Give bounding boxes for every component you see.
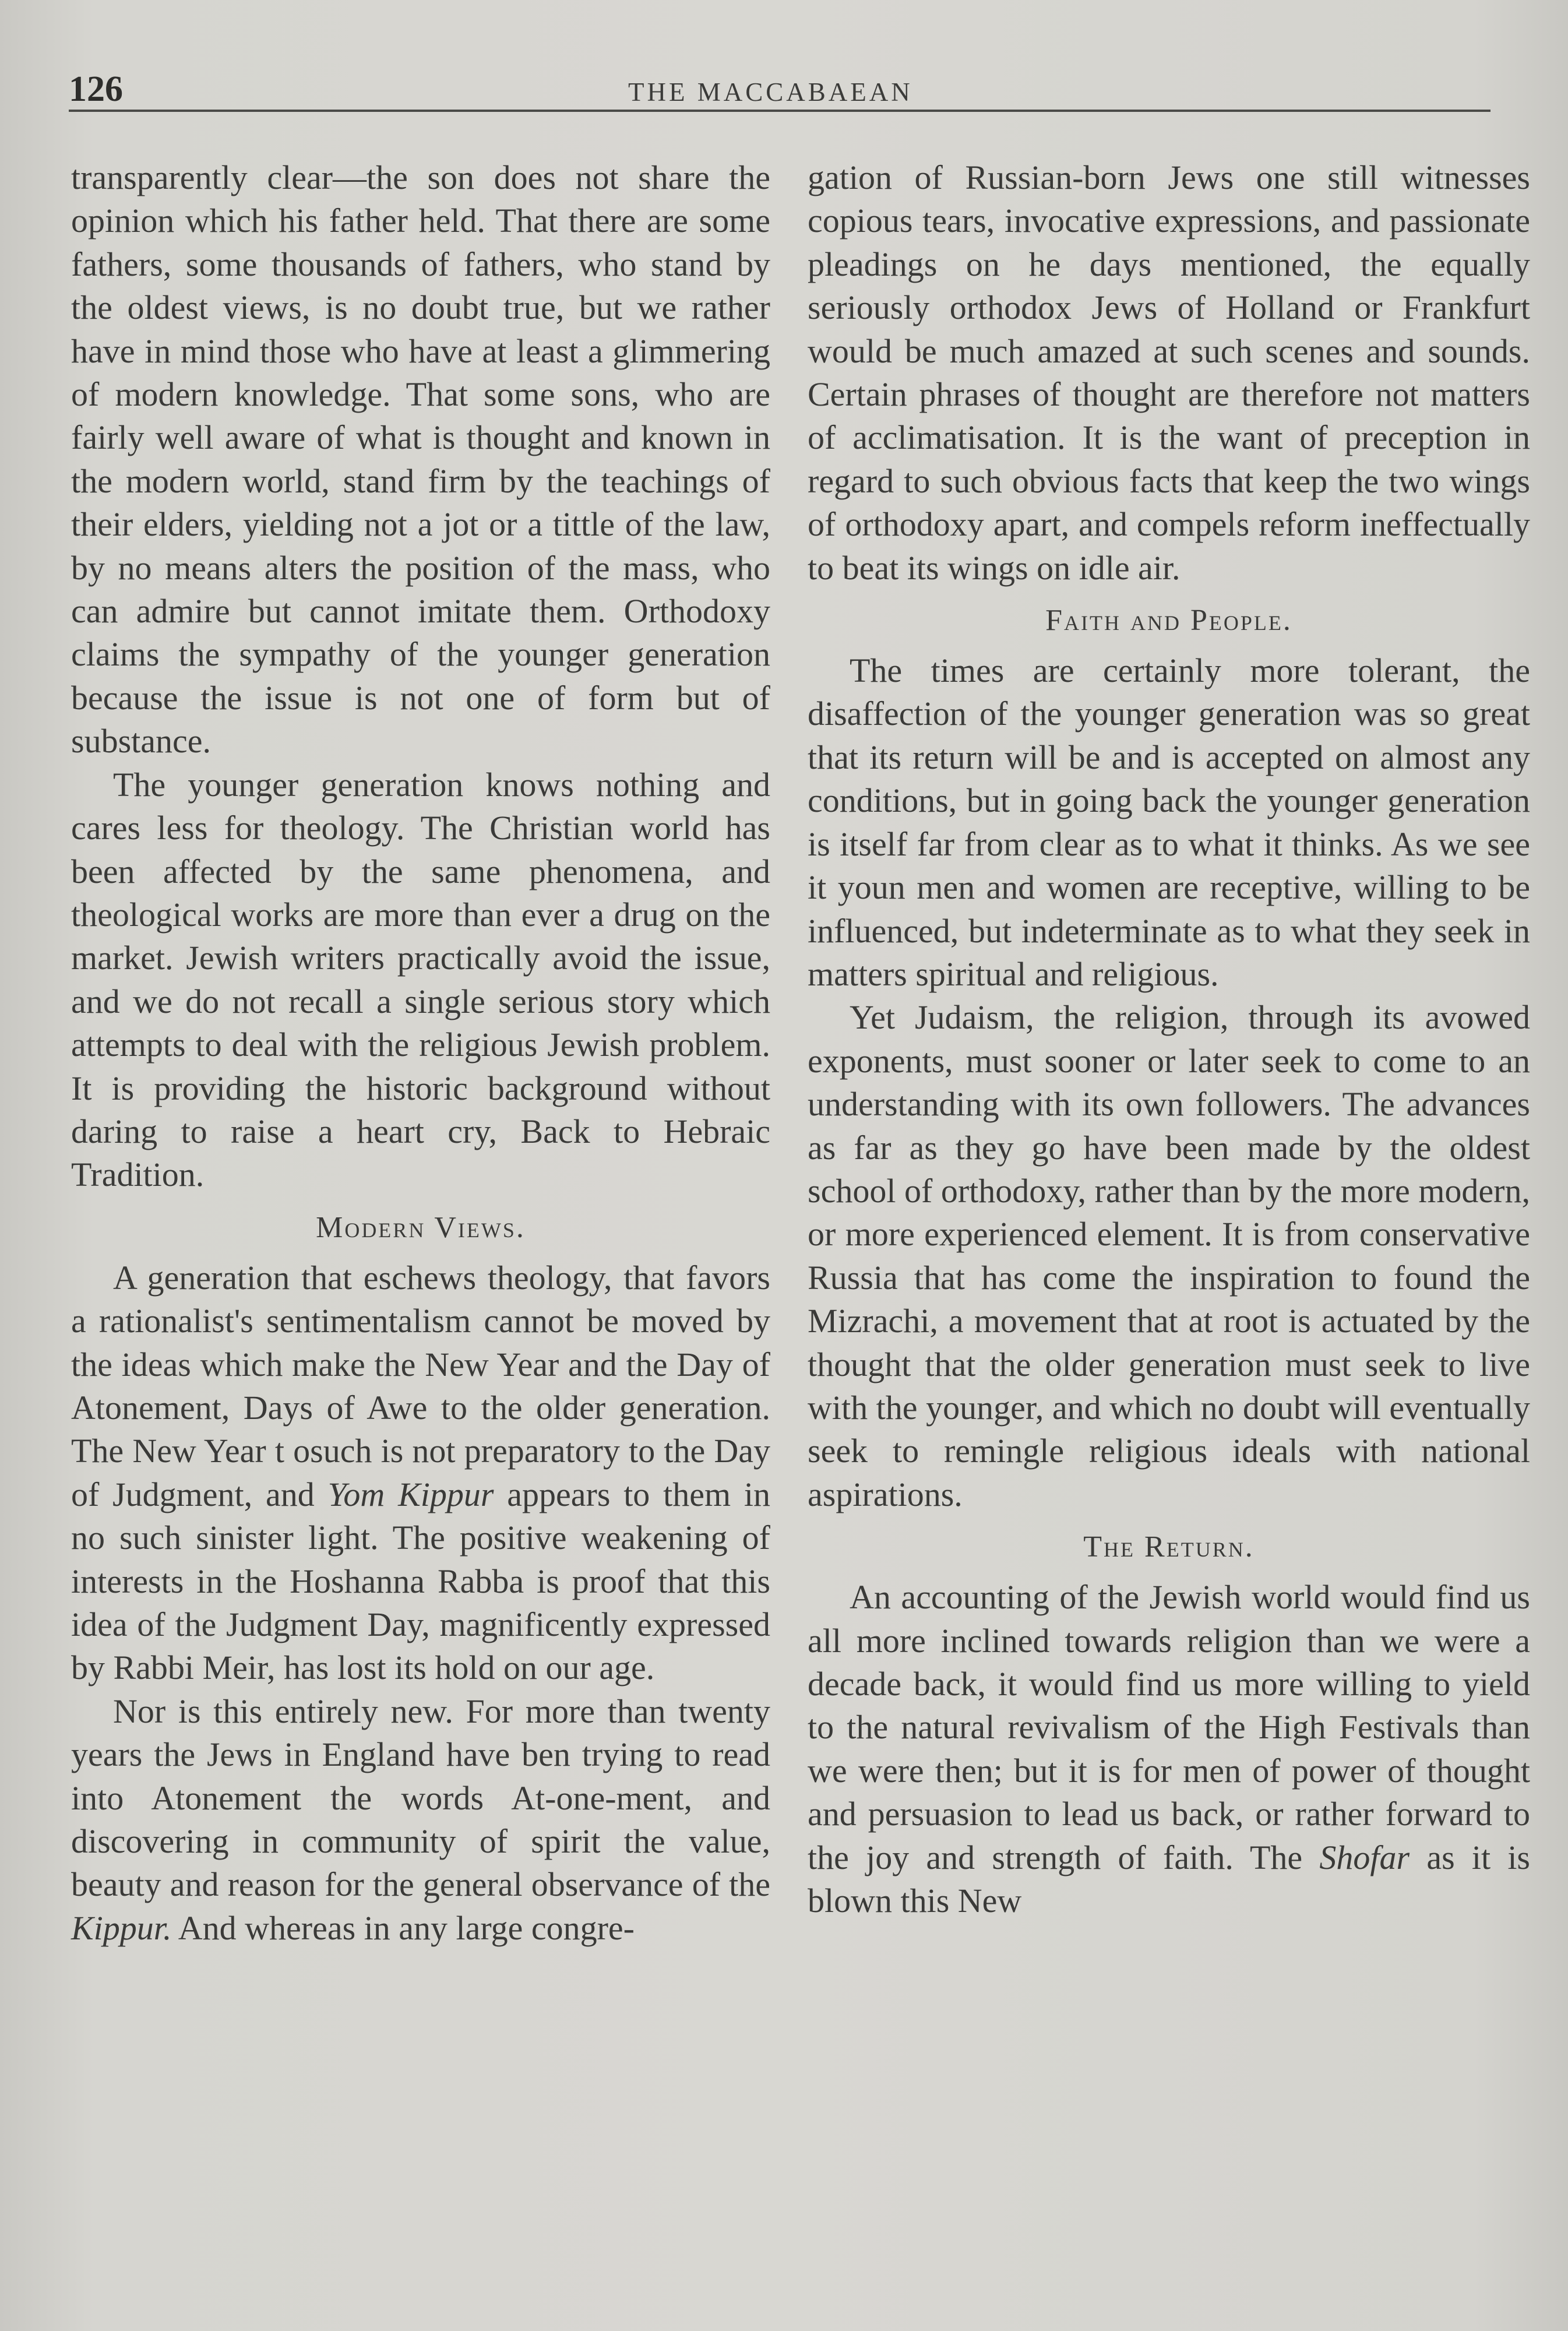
italic-term: Yom Kippur	[327, 1475, 494, 1513]
section-heading: The Return.	[1083, 1530, 1255, 1564]
text-run: An accounting of the Jewish world would find us all more inclined towards religion than we were a decade back, it would find us more willing to yield to the natural revivalism of the High Festivals than we were then; but it is for men of power of thought and persuasion to lead us back, or rather forward to the joy and strength of faith. The	[808, 1578, 1530, 1876]
section-heading: Faith and People.	[1045, 604, 1292, 638]
paragraph	[808, 1576, 1530, 1922]
header-rule	[69, 110, 1491, 112]
paragraph: transparently clear—the son does not share the opinion which his father held. That there are some fathers, some thousands of fathers, who stand by the oldest views, is no doubt true, but we rather have in mind those who have at least a glimmering of modern knowledge. That some sons, who are fairly well aware of what is thought and known in the modern world, stand firm by the teachings of their elders, yielding not a jot or a tittle of the law, by no means alters the position of the mass, who can admire but cannot imitate them. Orthodoxy claims the sympathy of the younger generation because the issue is not one of form but of substance.	[71, 159, 770, 760]
text-run: appears to them in no such sinister light. The positive weakening of interests in the Hoshanna Rabba is proof that this idea of the Judgment Day, magnificently expressed by Rabbi Meir, has lost its hold on our age.	[71, 1475, 770, 1687]
text-run: And whereas in any large congre-	[171, 1909, 635, 1947]
paragraph: The times are certainly more tolerant, the disaffection of the younger generation was so great that its return will be and is accepted on almost any conditions, but in going back the younger generation is itself far from clear as to what it thinks. As we see it youn men and women are receptive, willing to be influenced, but indeterminate as to what they seek in matters spiritual and religious.	[808, 652, 1530, 993]
text-run: Nor is this entirely new. For more than twenty years the Jews in England have ben trying to read into Atonement the words At-one-ment, and discovering in community of spirit the value, beauty and reason for the general observance of the	[71, 1692, 770, 1904]
running-title: THE MACCABAEAN	[628, 78, 913, 107]
paragraph: Yet Judaism, the religion, through its avowed exponents, must sooner or later seek to come to an understanding with its own followers. The advances as far as they go have been made by the oldest school of orthodoxy, rather than by the more modern, or more experienced element. It is from conservative Russia that has come the inspiration to found the Mizrachi, a movement that at root is actuated by the thought that the older generation must seek to live with the younger, and which no doubt will eventually seek to remingle religious ideals with national aspirations.	[808, 998, 1530, 1513]
left-column	[71, 156, 770, 1950]
paragraph	[71, 1256, 770, 1690]
italic-term: Shofar	[1319, 1838, 1410, 1876]
italic-term: Kippur.	[71, 1909, 172, 1947]
page-number: 126	[69, 69, 123, 109]
paragraph	[71, 1690, 770, 1950]
right-column	[808, 156, 1530, 1922]
text-run: A generation that eschews theology, that favors a rationalist's sentimentalism cannot be moved by the ideas which make the New Year and the Day of Atonement, Days of Awe to the older generation. The New Year t osuch is not preparatory to the Day of Judgment, and	[71, 1258, 770, 1513]
paragraph: gation of Russian-born Jews one still witnesses copious tears, invocative expressions, and passionate pleadings on he days mentioned, the equally seriously orthodox Jews of Holland or Frankfurt would be much amazed at such scenes and sounds. Certain phrases of thought are therefore not matters of acclimatisation. It is the want of preception in regard to such obvious facts that keep the two wings of orthodoxy apart, and compels reform ineffectually to beat its wings on idle air.	[808, 159, 1530, 587]
page-header	[69, 69, 1491, 115]
text-run: as it is blown this New	[808, 1838, 1531, 1920]
paragraph: The younger generation knows nothing and cares less for theology. The Christian world has been affected by the same phenomena, and theological works are more than ever a drug on the market. Jewish writers practically avoid the issue, and we do not recall a single serious story which attempts to deal with the religious Jewish problem. It is providing the historic background without daring to raise a heart cry, Back to Hebraic Tradition.	[71, 765, 770, 1194]
section-heading: Modern Views.	[316, 1210, 526, 1244]
